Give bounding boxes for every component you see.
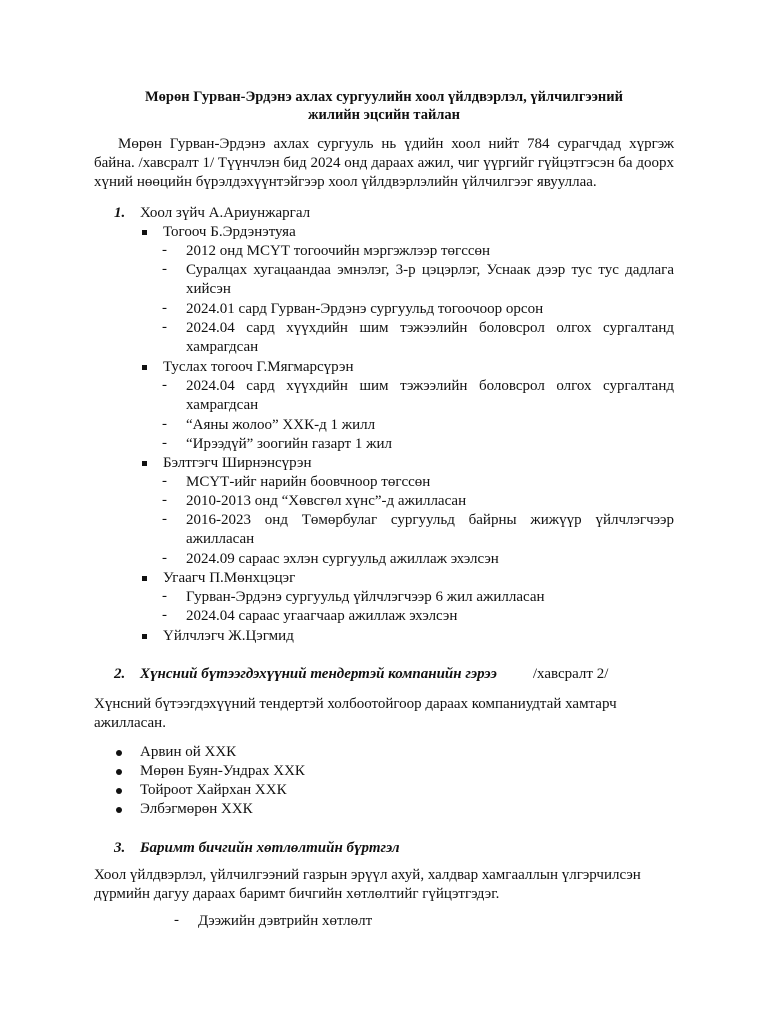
dash-bullet-icon: - bbox=[162, 377, 167, 393]
round-bullet-icon bbox=[116, 807, 122, 813]
staff-detail: Суралцах хугацаандаа эмнэлэг, 3-р цэцэрлэг, Уснаак дээр тус тус дадлага хийсэн bbox=[186, 262, 674, 297]
staff-role: Бэлтгэгч Ширнэнсүрэн bbox=[163, 455, 312, 471]
staff-role: Угаагч П.Мөнхцэцэг bbox=[163, 570, 296, 586]
staff-role: Тогооч Б.Эрдэнэтуяа bbox=[163, 224, 296, 240]
title-line-1: Мөрөн Гурван-Эрдэнэ ахлах сургуулийн хоол үйлдвэрлэл, үйлчилгээний bbox=[144, 89, 623, 105]
staff-role: Үйлчлэгч Ж.Цэгмид bbox=[163, 628, 294, 644]
dash-bullet-icon: - bbox=[162, 319, 167, 335]
dash-bullet-icon: - bbox=[162, 607, 167, 623]
round-bullet-icon bbox=[116, 788, 122, 794]
round-bullet-icon bbox=[116, 769, 122, 775]
round-bullet-icon bbox=[116, 750, 122, 756]
staff-detail: 2012 онд МСҮТ тогоочийн мэргэжлээр төгссөн bbox=[186, 243, 491, 259]
section-3-number: 3. bbox=[114, 840, 126, 856]
section-1-number: 1. bbox=[114, 205, 126, 221]
section-2-intro: Хүнсний бүтээгдэхүүний тендертэй холбоотойгоор дараах компаниудтай хамтарч ажилласан. bbox=[94, 696, 617, 731]
company-item: Арвин ой ХХК bbox=[140, 744, 237, 760]
square-bullet-icon bbox=[142, 461, 147, 466]
dash-bullet-icon: - bbox=[162, 550, 167, 566]
company-item: Элбэгмөрөн ХХК bbox=[140, 801, 253, 817]
section-2-heading bbox=[114, 665, 608, 684]
dash-bullet-icon: - bbox=[162, 588, 167, 604]
staff-detail: 2024.09 сараас эхлэн сургуульд ажиллаж эхэлсэн bbox=[186, 551, 499, 567]
dash-bullet-icon: - bbox=[162, 511, 167, 527]
staff-detail: “Аяны жолоо” ХХК-д 1 жилл bbox=[186, 417, 376, 433]
square-bullet-icon bbox=[142, 230, 147, 235]
dash-bullet-icon: - bbox=[162, 435, 167, 451]
record-item: Дээжийн дэвтрийн хөтлөлт bbox=[198, 913, 373, 929]
staff-detail: МСҮТ-ийг нарийн боовчноор төгссөн bbox=[186, 474, 431, 490]
staff-detail: 2024.04 сараас угаагчаар ажиллаж эхэлсэн bbox=[186, 608, 458, 624]
section-3-intro: Хоол үйлдвэрлэл, үйлчилгээний газрын эрүүл ахуй, халдвар хамгааллын үлгэрчилсэн дүрмийн дагуу дараах баримт бичгийн хөтлөлтийг гүйцэтгэдэг. bbox=[94, 867, 641, 902]
section-3-title: Баримт бичгийн хөтлөлтийн бүртгэл bbox=[140, 840, 400, 856]
dash-bullet-icon: - bbox=[162, 492, 167, 508]
staff-detail: “Ирээдүй” зоогийн газарт 1 жил bbox=[186, 436, 392, 452]
company-item: Мөрөн Буян-Ундрах ХХК bbox=[140, 763, 305, 779]
company-item: Тойроот Хайрхан ХХК bbox=[140, 782, 287, 798]
intro-paragraph: Мөрөн Гурван-Эрдэнэ ахлах сургууль нь үдийн хоол нийт 784 сурагчдад хүргэж байна. /хавсралт 1/ Түүнчлэн бид 2024 онд дараах ажил, чиг үүргийг гүйцэтгэсэн ба доорх хүний нөөцийн бүрэлдэхүүнтэйгээр хоол үйлдвэрлэлийн үйлчилгээг явууллаа. bbox=[94, 136, 674, 190]
section-2-attachment: /хавсралт 2/ bbox=[532, 666, 609, 682]
staff-detail: 2024.04 сард хүүхдийн шим тэжээлийн боловсрол олгох сургалтанд хамрагдсан bbox=[186, 320, 674, 355]
staff-detail: 2024.04 сард хүүхдийн шим тэжээлийн боловсрол олгох сургалтанд хамрагдсан bbox=[186, 378, 674, 413]
staff-detail: 2016-2023 онд Төмөрбулаг сургуульд байрны жижүүр үйлчлэгчээр ажилласан bbox=[186, 512, 674, 547]
staff-detail: Гурван-Эрдэнэ сургуульд үйлчлэгчээр 6 жил ажилласан bbox=[186, 589, 545, 605]
section-1-heading bbox=[114, 204, 310, 223]
dash-bullet-icon: - bbox=[162, 300, 167, 316]
dash-bullet-icon: - bbox=[162, 261, 167, 277]
dash-bullet-icon: - bbox=[162, 473, 167, 489]
square-bullet-icon bbox=[142, 365, 147, 370]
section-2-title: Хүнсний бүтээгдэхүүний тендертэй компанийн гэрээ bbox=[140, 666, 497, 682]
dash-bullet-icon: - bbox=[162, 242, 167, 258]
square-bullet-icon bbox=[142, 634, 147, 639]
section-1-title: Хоол зүйч А.Ариунжаргал bbox=[140, 205, 311, 221]
report-title bbox=[94, 88, 674, 124]
dash-bullet-icon: - bbox=[174, 912, 179, 928]
section-2-number: 2. bbox=[114, 666, 126, 682]
square-bullet-icon bbox=[142, 576, 147, 581]
title-line-2: жилийн эцсийн тайлан bbox=[307, 107, 461, 123]
dash-bullet-icon: - bbox=[162, 416, 167, 432]
staff-role: Туслах тогооч Г.Мягмарсүрэн bbox=[163, 359, 354, 375]
staff-detail: 2024.01 сард Гурван-Эрдэнэ сургуульд тогоочоор орсон bbox=[186, 301, 544, 317]
staff-detail: 2010-2013 онд “Хөвсгөл хүнс”-д ажилласан bbox=[186, 493, 467, 509]
section-3-heading bbox=[114, 839, 400, 858]
